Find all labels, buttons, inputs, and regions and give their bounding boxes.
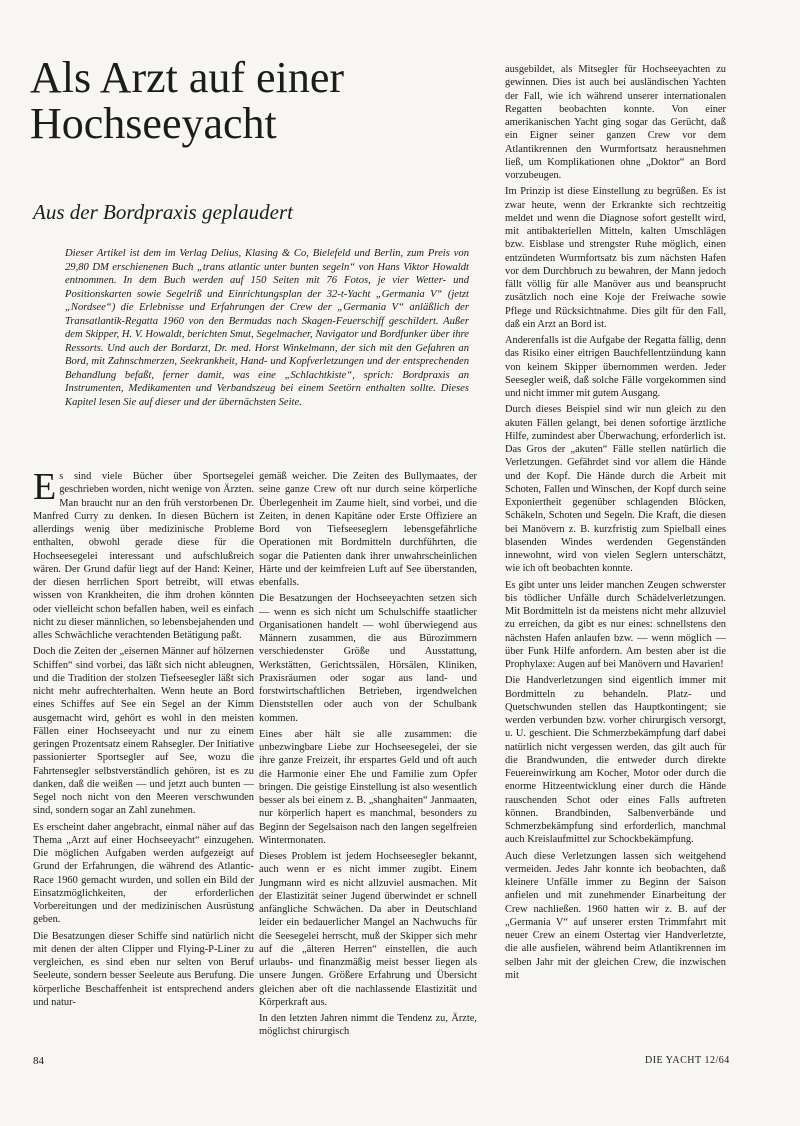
drop-cap: E (33, 470, 57, 508)
paragraph: Auch diese Verletzungen lassen sich weitgehend vermeiden. Jedes Jahr konnte ich beobachten, daß kleinere Unfälle immer zu Beginn der Saison anfielen und mit zunehmender Einarbeitung der Crew nachließen. 1960 hatten wir z. B. auf der „Germania V“ auf unserer ersten Trimmfahrt mit neuer Crew an einem Ostertag vier Handverletzte, die alle ausfielen, während beim Atlantikrennen im selben Jahr mit der gleichen Crew, die inzwischen mit (505, 850, 726, 981)
paragraph: Anderenfalls ist die Aufgabe der Regatta fällig, denn das Risiko einer eitrigen Bauchfellentzündung kann von keinem Skipper übernommen werden. Jeder Seesegler weiß, daß solche Fälle vorgekommen sind und nicht immer mit gutem Ausgang. (505, 335, 726, 399)
paragraph: Dieses Problem ist jedem Hochseesegler bekannt, auch wenn er es nicht immer zugibt. Einem Jungmann wird es nicht allzuviel ausmachen. Mit der Elastizität seiner Jugend überwindet er schnell anfängliche Schwächen. Da aber in Deutschland leider ein bedauerlicher Mangel an Nachwuchs für die Seesegelei herrscht, muß der Skipper sich mehr auf die „älteren Herren“ einstellen, die auch urlaubs- und finanzmäßig meist besser liegen als unsere Jungen. Größere Erfahrung und Übersicht gleichen aber oft die nachlassende Elastizität und Körperkraft aus. (259, 851, 477, 1008)
paragraph: Durch dieses Beispiel sind wir nun gleich zu den akuten Fällen gelangt, bei denen sofortige ärztliche Hilfe, zumindest aber Überwachung, erforderlich ist. Das Gros der „akuten“ Fälle stellen natürlich die Verletzungen. Gefährdet sind vor allem die Hände und der Kopf. Die Hände durch die Arbeit mit Schoten, Fallen und Winschen, der Kopf durch seine Exponiertheit gegenüber schlagenden Blöcken, Schäkeln, Schoten und Segeln. Die Kraft, die diesen bei Manövern z. B. kurzfristig zum Spielball eines blasenden Windes werdenden Gegenständen innewohnt, wird von vielen Seglern unterschätzt, wie ich oft beobachten konnte. (505, 404, 726, 575)
paragraph: Die Besatzungen dieser Schiffe sind natürlich nicht mit denen der alten Clipper und Flying-P-Liner zu vergleichen, es sind eben nur selten von Beruf Seeleute, sondern besser Seeleute aus Berufung. Die körperliche Beschaffenheit ist entsprechend anders und natur- (33, 930, 254, 1008)
text-column-3 (505, 63, 726, 1048)
paragraph: Es erscheint daher angebracht, einmal näher auf das Thema „Arzt auf einer Hochseeyacht“ einzugehen. Die möglichen Aufgaben werden aufgezeigt auf Grund der Erfahrungen, die während des Atlantic-Race 1960 gemacht wurden, und sollen ein Bild der Einsatzmöglichkeiten, der erforderlichen Vorbereitungen und der medizinischen Ausrüstung geben. (33, 821, 254, 926)
article-title: Als Arzt auf einer Hochseeyacht (30, 53, 344, 148)
paragraph: Eines aber hält sie alle zusammen: die unbezwingbare Liebe zur Hochseesegelei, der sie ihre ganze Freizeit, ihr erspartes Geld und oft auch die Harmonie einer Ehe und Familie zum Opfer bringen. Die geistige Einstellung ist also wesentlich besser als bei einem z. B. „shanghaiten“ Janmaaten, nur körperlich hapert es manchmal, besonders zu Beginn der Segelsaison nach den langen segelfreien Wintermonaten. (259, 728, 477, 846)
article-subtitle: Aus der Bordpraxis geplaudert (33, 200, 293, 224)
paragraph: Die Besatzungen der Hochseeyachten setzen sich — wenn es sich nicht um Schulschiffe staatlicher Organisationen handelt — wohl überwiegend aus Männern zusammen, die aus Bürozimmern verschiedenster Größe und Ausstattung, Werkstätten, Gerichtssälen, Hörsälen, Kliniken, Praxisräumen oder sogar aus land- und forstwirtschaftlichen Betrieben, irgendwelchen Dienststellen oder auch von der Schulbank kommen. (259, 593, 477, 724)
magazine-issue: DIE YACHT 12/64 (645, 1055, 730, 1066)
page-number: 84 (33, 1055, 44, 1067)
paragraph: gemäß weicher. Die Zeiten des Bullymaates, der seine ganze Crew oft nur durch seine körperliche Überlegenheit im Zaume hielt, sind vorbei, und die Zeiten, in denen Kapitäne oder Erste Offiziere an Bord von Tiefseeseglern lebensgefährliche Operationen mit Bordmitteln durchführten, die sogar die Patienten dank ihrer unwahrscheinlichen Härte und der keimfreien Luft auf See überstanden, ebenfalls. (259, 471, 477, 588)
paragraph: Doch die Zeiten der „eisernen Männer auf hölzernen Schiffen“ sind vorbei, das läßt sich nicht ableugnen, und die Tradition der stolzen Tiefseesegler läßt sich nicht mehr aufrechterhalten. Wenn heute an Bord eines Schiffes auf See ein Segel an der Kimm ausgemacht wird, gehört es wohl in den meisten Fällen einer Hochseeyacht und nur zu einem geringen Prozentsatz einem Rahsegler. Der Initiative passionierter Sportsegler auf See, wozu die Fahrtensegler selbstverständlich gehören, ist es zu danken, daß die weißen — und jetzt auch bunten — Segel noch nicht von den Meeren verschwunden sind, sondern sogar an Zahl zunehmen. (33, 646, 254, 817)
text-column-2 (259, 470, 477, 1050)
paragraph: In den letzten Jahren nimmt die Tendenz zu, Ärzte, möglichst chirurgisch (259, 1013, 477, 1038)
paragraph: Die Handverletzungen sind eigentlich immer mit Bordmitteln zu behandeln. Platz- und Quetschwunden stellen das Hauptkontingent; sie werden verbunden bzw. vorher chirurgisch versorgt, u. U. geschient. Die Schmerzbekämpfung darf dabei natürlich nicht vergessen werden, das gilt auch für die Brandwunden, die entweder durch direkte Feuereinwirkung am Kocher, Motor oder durch die enorme Hitzeentwicklung einer durch die Hände rauschenden Schot oder eines Falls auftreten können. Brandbinden, Salbenverbände und Schmerzbekämpfung sind erforderlich, manchmal auch Kreislaufmittel zur Schockbekämpfung. (505, 675, 726, 846)
paragraph: ausgebildet, als Mitsegler für Hochseeyachten zu gewinnen. Dies ist auch bei ausländischen Yachten der Fall, wie ich während unserer internationalen Regatten beobachten konnte. Von einer amerikanischen Yacht ging sogar das Gerücht, daß ein Eigner seiner ganzen Crew vor dem Atlantikrennen den Wurmfortsatz herausnehmen ließ, um Komplikationen ohne „Doktor“ an Bord vorzubeugen. (505, 64, 726, 181)
paragraph: Im Prinzip ist diese Einstellung zu begrüßen. Es ist zwar heute, wenn der Erkrankte sich rechtzeitig meldet und wenn die Diagnose sofort gestellt wird, mit antibakteriellen Mitteln, kalten Umschlägen bzw. Eisblase und strengster Ruhe möglich, einen entzündeten Wurmfortsatz bis zum nächsten Hafen vor dem Durchbruch zu bewahren, der Mann jedoch fällt völlig für alle Manöver aus und beansprucht zusätzlich noch eine Koje der Freiwache sowie Pflege und Rücksichtnahme. Dies gilt für den Fall, daß ein Arzt an Bord ist. (505, 186, 726, 330)
paragraph: Es gibt unter uns leider manchen Zeugen schwerster bis tödlicher Unfälle durch Schädelverletzungen. Mit Bordmitteln ist da meistens nicht mehr allzuviel zu erreichen, da gibt es nur eines: schnellstens den nächsten Hafen anlaufen bzw. — wenn möglich — über Funk Hilfe anfordern. Am besten aber ist die Prophylaxe: Augen auf bei Manövern und Havarien! (505, 579, 726, 670)
text-column-1 (33, 470, 254, 1050)
paragraph: Es sind viele Bücher über Sportsegelei geschrieben worden, nicht wenige von Ärzten. Man braucht nur an den früh verstorbenen Dr. Manfred Curry zu denken. In diesen Büchern ist allerdings wenig über medizinische Probleme enthalten, obwohl gerade diese für die Hochseesegelei interessant und aufschlußreich wären. Der Grund dafür liegt auf der Hand: Keiner, der diesen herrlichen Sport betreibt, will etwas wissen von Krankheiten, die ihm drohen könnten oder vielleicht schon befallen haben, weil es einfach nicht zu dieser männlichen, so lebensbejahenden und alles Schwächliche verachtenden Betätigung paßt. (33, 470, 254, 641)
article-intro: Dieser Artikel ist dem im Verlag Delius, Klasing & Co, Bielefeld und Berlin, zum Preis von 29,80 DM erschienenen Buch „trans atlantic unter bunten segeln“ von Hans Viktor Howaldt entnommen. In dem Buch werden auf 150 Seiten mit 76 Fotos, je vier Wetter- und Positionskarten sowie Segelriß und Einrichtungsplan der 32-t-Yacht „Germania V“ (jetzt „Nordsee“) die Erlebnisse und Erfahrungen der Crew der „Germania V“ anläßlich der Transatlantik-Regatta 1960 von den Bermudas nach Skagen-Feuerschiff geschildert. Außer dem Skipper, H. V. Howaldt, berichten Smut, Segelmacher, Navigator und Bordfunker über ihre Ressorts. Und auch der Bordarzt, Dr. med. Horst Winkelmann, der sich mit den Gefahren an Bord, mit Zahnschmerzen, Seekrankheit, Hand- und Kopfverletzungen und der entsprechenden Behandlung befaßt, ferner damit, was eine „Schlachtkiste“, sprich: Bordpraxis an Instrumenten, Medikamenten und Verbandszeug bei einem Seetörn enthalten sollte. Dieses Kapitel lesen Sie auf dieser und der übernächsten Seite. (65, 248, 469, 408)
